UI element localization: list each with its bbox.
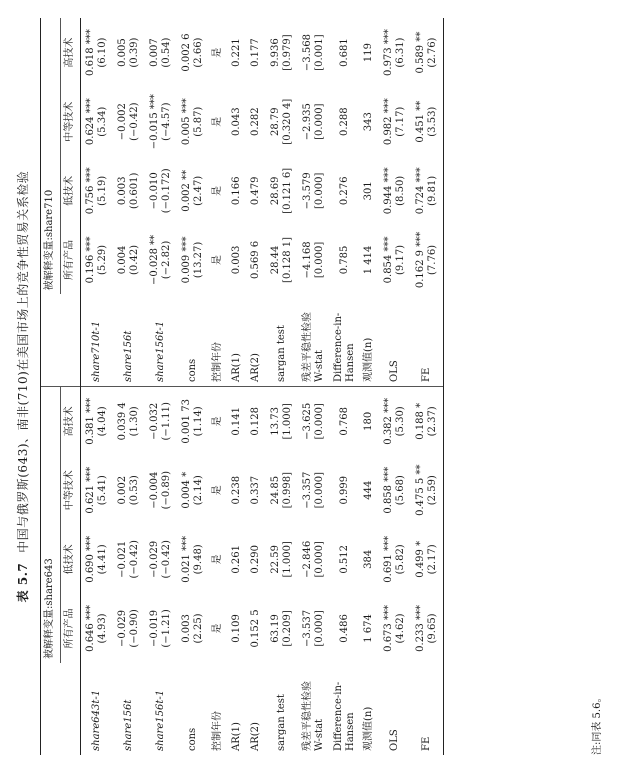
stat-cell: −3.537 [0.000] xyxy=(301,609,325,647)
stat-cell: 9.936 [0.979] xyxy=(269,34,293,71)
stat-cell: 0.486 xyxy=(338,614,350,643)
stat-cell: −3.625 [0.000] xyxy=(301,402,325,440)
stat-cell: 0.724 *** (9.81) xyxy=(411,156,444,225)
col-header: 所有产品 xyxy=(61,225,81,294)
stat-cell: 0.854 *** (9.17) xyxy=(382,236,406,284)
coef-cell: 0.646 *** (4.93) xyxy=(84,605,108,652)
row-label: share643t-1 xyxy=(90,689,102,751)
hansen-row xyxy=(330,18,360,755)
stat-cell: 0.982 *** (7.17) xyxy=(382,98,406,146)
stat-cell: 444 xyxy=(363,480,375,500)
row-label: AR(1) xyxy=(228,295,247,387)
coef-cell: 0.005 (0.39) xyxy=(116,37,140,68)
row-label: AR(2) xyxy=(250,722,262,751)
observations-row xyxy=(360,18,379,755)
col-header: 低技术 xyxy=(61,156,81,225)
ols-row xyxy=(379,18,411,755)
coef-cell: −0.015 *** (−4.57) xyxy=(148,94,172,150)
coef-cell: 0.618 *** (6.10) xyxy=(84,29,108,76)
coefficient-row xyxy=(113,18,145,755)
stat-cell: 0.512 xyxy=(338,545,350,574)
dependent-variable-header-row xyxy=(41,18,61,755)
stat-cell: −3.579 [0.000] xyxy=(301,172,325,210)
coef-cell: −0.029 (−0.90) xyxy=(116,609,140,648)
right-dep-var: 被解释变量:share710 xyxy=(41,18,61,295)
stat-cell: 0.177 xyxy=(250,38,262,67)
stat-cell: 0.141 xyxy=(231,407,243,436)
stat-cell: 0.128 xyxy=(250,407,262,436)
row-label: Difference-in- Hansen xyxy=(332,681,356,751)
stat-cell: 0.973 *** (6.31) xyxy=(382,29,406,76)
stat-cell: 0.785 xyxy=(338,245,350,275)
row-label: FE xyxy=(411,295,444,387)
stat-cell: 28.69 [0.121 6] xyxy=(269,167,293,214)
col-header: 低技术 xyxy=(61,525,81,594)
table-title: 中国与俄罗斯(643)、南非(710)在美国市场上的竞争性贸易关系检验 xyxy=(16,170,30,553)
row-label: AR(1) xyxy=(231,722,243,751)
ar2-row xyxy=(247,18,266,755)
coefficient-row xyxy=(145,18,177,755)
coef-cell: −0.032 (−1.11) xyxy=(148,402,172,441)
table-caption xyxy=(14,0,31,773)
coef-cell: 0.003 (0.601) xyxy=(116,172,140,210)
coef-cell: 0.004 * (2.14) xyxy=(180,471,204,509)
coef-cell: 0.039 4 (1.30) xyxy=(116,402,140,441)
row-label: OLS xyxy=(379,295,411,387)
coef-cell: 0.621 *** (5.41) xyxy=(84,466,108,514)
fe-row xyxy=(411,18,444,755)
stat-cell: 是 xyxy=(212,185,224,196)
stat-cell: 0.188 * (2.37) xyxy=(411,387,444,456)
stat-cell: 0.043 xyxy=(231,107,243,137)
stat-cell: 0.451 ** (3.53) xyxy=(411,87,444,156)
left-dep-var: 被解释变量:share643 xyxy=(41,387,61,664)
coefficient-row xyxy=(81,18,114,755)
coef-cell: −0.028 ** (−2.82) xyxy=(148,234,172,286)
coef-cell: 0.002 ** (2.47) xyxy=(180,169,204,212)
coef-cell: 0.002 (0.53) xyxy=(116,475,140,506)
stat-cell: 是 xyxy=(212,623,224,634)
year-control-row xyxy=(209,18,228,755)
coef-cell: 0.002 6 (2.66) xyxy=(180,33,204,72)
stat-cell: 180 xyxy=(363,411,375,431)
row-label: FE xyxy=(411,663,444,755)
col-header: 中等技术 xyxy=(61,456,81,525)
coef-cell: 0.756 *** (5.19) xyxy=(84,167,108,215)
row-label: 残差平稳性检验 W-stat xyxy=(298,295,330,387)
stat-cell: 0.003 xyxy=(231,245,243,275)
coef-cell: 0.001 73 (1.14) xyxy=(180,399,204,444)
stat-cell: 0.589 ** (2.76) xyxy=(411,18,444,87)
stat-cell: 0.499 * (2.17) xyxy=(411,525,444,594)
stat-cell: 0.673 *** (4.62) xyxy=(382,605,406,652)
regression-table xyxy=(40,18,444,755)
residual-test-row xyxy=(298,18,330,755)
stat-cell: −3.357 [0.000] xyxy=(301,471,325,509)
col-header: 中等技术 xyxy=(61,87,81,156)
stat-cell: 0.858 *** (5.68) xyxy=(382,466,406,514)
stat-cell: 13.73 [1.000] xyxy=(269,403,293,440)
row-label: cons xyxy=(177,295,209,387)
stat-cell: 0.288 xyxy=(338,107,350,137)
stat-cell: −2.846 [0.000] xyxy=(301,540,325,578)
stat-cell: 0.166 xyxy=(231,176,243,206)
stat-cell: 是 xyxy=(212,416,224,427)
stat-cell: 0.768 xyxy=(338,407,350,436)
row-label: 控制年份 xyxy=(212,711,224,751)
table-number: 表 5.7 xyxy=(16,562,30,603)
ar1-row xyxy=(228,18,247,755)
stat-cell: 1 414 xyxy=(363,245,375,275)
stat-cell: 0.233 *** (9.65) xyxy=(411,594,444,663)
coef-cell: −0.019 (−1.21) xyxy=(148,609,172,648)
row-label: sargan test xyxy=(266,295,298,387)
stat-cell: 301 xyxy=(363,181,375,201)
coef-cell: 0.004 (0.42) xyxy=(116,244,140,275)
stat-cell: 0.152 5 xyxy=(250,609,262,648)
table-note: 注:同表 5.6。 xyxy=(592,692,603,755)
stat-cell: 28.44 [0.128 1] xyxy=(269,236,293,283)
stat-cell: 0.475 5 ** (2.59) xyxy=(411,456,444,525)
stat-cell: 0.382 *** (5.30) xyxy=(382,397,406,445)
stat-cell: 63.19 [0.209] xyxy=(269,610,293,647)
coef-cell: 0.003 (2.25) xyxy=(180,613,204,644)
coef-cell: 0.009 *** (13.27) xyxy=(180,236,204,284)
row-label: share710t-1 xyxy=(81,295,114,387)
row-label: share156t xyxy=(122,699,134,751)
stat-cell: 24.85 [0.998] xyxy=(269,471,293,509)
stat-cell: 0.109 xyxy=(231,614,243,643)
coef-cell: −0.004 (−0.89) xyxy=(148,470,172,510)
row-label: share156t-1 xyxy=(154,689,166,751)
stat-cell: 0.479 xyxy=(250,176,262,206)
col-header: 高技术 xyxy=(61,387,81,456)
stat-cell: 是 xyxy=(212,116,224,127)
stat-cell: 0.162 9 *** (7.76) xyxy=(411,225,444,294)
sargan-row xyxy=(266,18,298,755)
stat-cell: 是 xyxy=(212,254,224,265)
col-header: 高技术 xyxy=(61,18,81,87)
coef-cell: −0.010 (−0.172) xyxy=(148,168,172,214)
stat-cell: 是 xyxy=(212,554,224,565)
coef-cell: −0.029 (−0.42) xyxy=(148,540,172,579)
stat-cell: 是 xyxy=(212,485,224,496)
coef-cell: 0.624 *** (5.34) xyxy=(84,98,108,146)
stat-cell: 343 xyxy=(363,112,375,132)
coef-cell: 0.196 *** (5.29) xyxy=(84,236,108,284)
stat-cell: 0.282 xyxy=(250,107,262,137)
coef-cell: −0.021 (−0.42) xyxy=(116,540,140,579)
coef-cell: 0.007 (0.54) xyxy=(148,37,172,68)
row-label: OLS xyxy=(388,729,400,751)
stat-cell: −3.568 [0.001] xyxy=(301,34,325,72)
row-label: 观测值(n) xyxy=(363,706,375,751)
row-label: cons xyxy=(186,727,198,751)
row-label: 控制年份 xyxy=(209,295,228,387)
row-label: AR(2) xyxy=(247,295,266,387)
stat-cell: 0.691 *** (5.82) xyxy=(382,535,406,583)
stat-cell: 0.681 xyxy=(338,38,350,67)
stat-cell: 119 xyxy=(363,43,375,63)
stat-cell: 0.337 xyxy=(250,475,262,505)
stat-cell: 1 674 xyxy=(363,614,375,643)
stat-cell: 0.569 6 xyxy=(250,240,262,280)
stat-cell: 384 xyxy=(363,549,375,569)
coef-cell: 0.690 *** (4.41) xyxy=(84,535,108,583)
row-label: sargan test xyxy=(275,694,287,751)
stat-cell: 0.944 *** (8.50) xyxy=(382,167,406,215)
coef-cell: 0.381 *** (4.04) xyxy=(84,397,108,445)
row-label: share156t-1 xyxy=(145,295,177,387)
coef-cell: 0.005 *** (5.87) xyxy=(180,98,204,146)
stat-cell: 0.238 xyxy=(231,475,243,505)
row-label: share156t xyxy=(113,295,145,387)
stat-cell: 28.79 [0.320 4] xyxy=(269,98,293,145)
row-label: 残差平稳性检验 W-stat xyxy=(301,681,325,751)
stat-cell: −4.168 [0.000] xyxy=(301,241,325,279)
stat-cell: 是 xyxy=(212,47,224,58)
stat-cell: 0.221 xyxy=(231,38,243,67)
column-header-row xyxy=(61,18,81,755)
coef-cell: −0.002 (−0.42) xyxy=(116,102,140,141)
stat-cell: 22.59 [1.000] xyxy=(269,541,293,578)
stat-cell: 0.999 xyxy=(338,475,350,505)
stat-cell: 0.261 xyxy=(231,545,243,574)
col-header: 所有产品 xyxy=(61,594,81,663)
coefficient-row xyxy=(177,18,209,755)
row-label: Difference-in- Hansen xyxy=(330,295,360,387)
stat-cell: −2.935 [0.000] xyxy=(301,103,325,141)
stat-cell: 0.290 xyxy=(250,545,262,574)
row-label: 观测值(n) xyxy=(360,295,379,387)
stat-cell: 0.276 xyxy=(338,176,350,206)
coef-cell: 0.021 *** (9.48) xyxy=(180,535,204,583)
